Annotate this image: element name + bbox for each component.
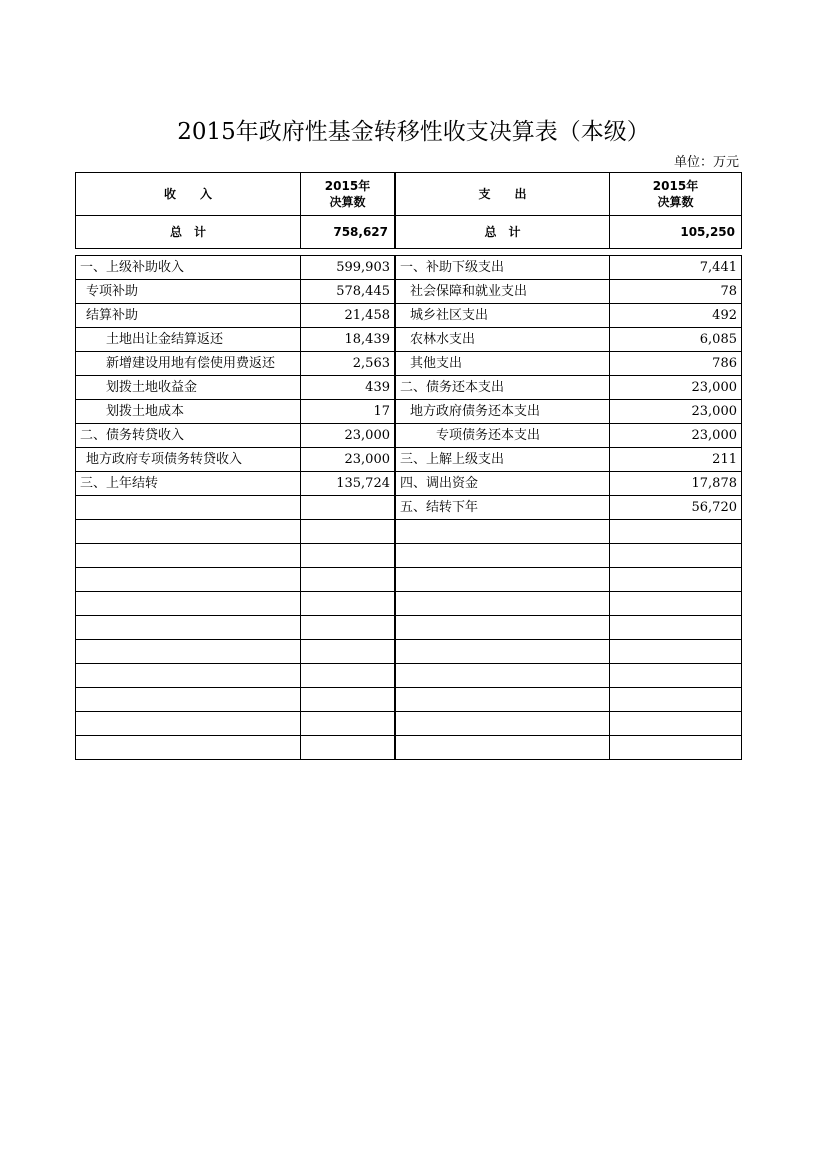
expense-label: 二、债务还本支出 [396, 376, 610, 400]
income-value: 23,000 [301, 424, 395, 448]
income-label: 专项补助 [76, 280, 301, 304]
income-label: 三、上年结转 [76, 472, 301, 496]
expense-value: 211 [610, 448, 742, 472]
empty-row [76, 592, 742, 616]
expense-value: 23,000 [610, 376, 742, 400]
expense-total-label: 总 计 [396, 216, 610, 249]
empty-row [76, 640, 742, 664]
expense-label: 其他支出 [396, 352, 610, 376]
empty-row [76, 544, 742, 568]
header-row [76, 173, 742, 216]
empty-row [76, 736, 742, 760]
expense-label: 四、调出资金 [396, 472, 610, 496]
table-row [76, 304, 742, 328]
table-row [76, 376, 742, 400]
income-value: 17 [301, 400, 395, 424]
income-value: 18,439 [301, 328, 395, 352]
income-label: 土地出让金结算返还 [76, 328, 301, 352]
income-label: 新增建设用地有偿使用费返还 [76, 352, 301, 376]
expense-value: 7,441 [610, 256, 742, 280]
income-header: 收 入 [76, 173, 301, 216]
expense-label: 社会保障和就业支出 [396, 280, 610, 304]
income-total-label: 总 计 [76, 216, 301, 249]
page-title: 2015年政府性基金转移性收支决算表（本级） [177, 119, 650, 145]
expense-label: 三、上解上级支出 [396, 448, 610, 472]
expense-label: 五、结转下年 [396, 496, 610, 520]
income-value: 135,724 [301, 472, 395, 496]
table-row [76, 448, 742, 472]
income-value: 2,563 [301, 352, 395, 376]
table-row [76, 352, 742, 376]
income-value [301, 496, 395, 520]
expense-value: 6,085 [610, 328, 742, 352]
table-row [76, 328, 742, 352]
income-total-value: 758,627 [301, 216, 395, 249]
income-value: 578,445 [301, 280, 395, 304]
empty-row [76, 664, 742, 688]
expense-label: 农林水支出 [396, 328, 610, 352]
income-value: 23,000 [301, 448, 395, 472]
expense-value: 786 [610, 352, 742, 376]
table-row [76, 256, 742, 280]
table-row [76, 400, 742, 424]
empty-row [76, 616, 742, 640]
income-label: 划拨土地收益金 [76, 376, 301, 400]
income-label: 地方政府专项债务转贷收入 [76, 448, 301, 472]
income-label: 一、上级补助收入 [76, 256, 301, 280]
expense-value: 17,878 [610, 472, 742, 496]
income-year-header: 2015年 决算数 [301, 173, 395, 216]
table-row [76, 280, 742, 304]
empty-row [76, 520, 742, 544]
empty-row [76, 712, 742, 736]
expense-year-header: 2015年 决算数 [610, 173, 742, 216]
expense-label: 专项债务还本支出 [396, 424, 610, 448]
income-value: 599,903 [301, 256, 395, 280]
table-row [76, 424, 742, 448]
income-label: 结算补助 [76, 304, 301, 328]
income-label [76, 496, 301, 520]
empty-row [76, 568, 742, 592]
table-row [76, 496, 742, 520]
empty-row [76, 688, 742, 712]
total-row [76, 216, 742, 249]
income-value: 439 [301, 376, 395, 400]
expense-total-value: 105,250 [610, 216, 742, 249]
expense-value: 23,000 [610, 424, 742, 448]
expense-label: 城乡社区支出 [396, 304, 610, 328]
income-label: 划拨土地成本 [76, 400, 301, 424]
budget-table [75, 172, 742, 760]
expense-label: 地方政府债务还本支出 [396, 400, 610, 424]
expense-value: 23,000 [610, 400, 742, 424]
expense-header: 支 出 [396, 173, 610, 216]
unit-label: 单位：万元 [673, 155, 739, 170]
income-value: 21,458 [301, 304, 395, 328]
expense-label: 一、补助下级支出 [396, 256, 610, 280]
table-row [76, 472, 742, 496]
expense-value: 78 [610, 280, 742, 304]
income-label: 二、债务转贷收入 [76, 424, 301, 448]
expense-value: 56,720 [610, 496, 742, 520]
expense-value: 492 [610, 304, 742, 328]
